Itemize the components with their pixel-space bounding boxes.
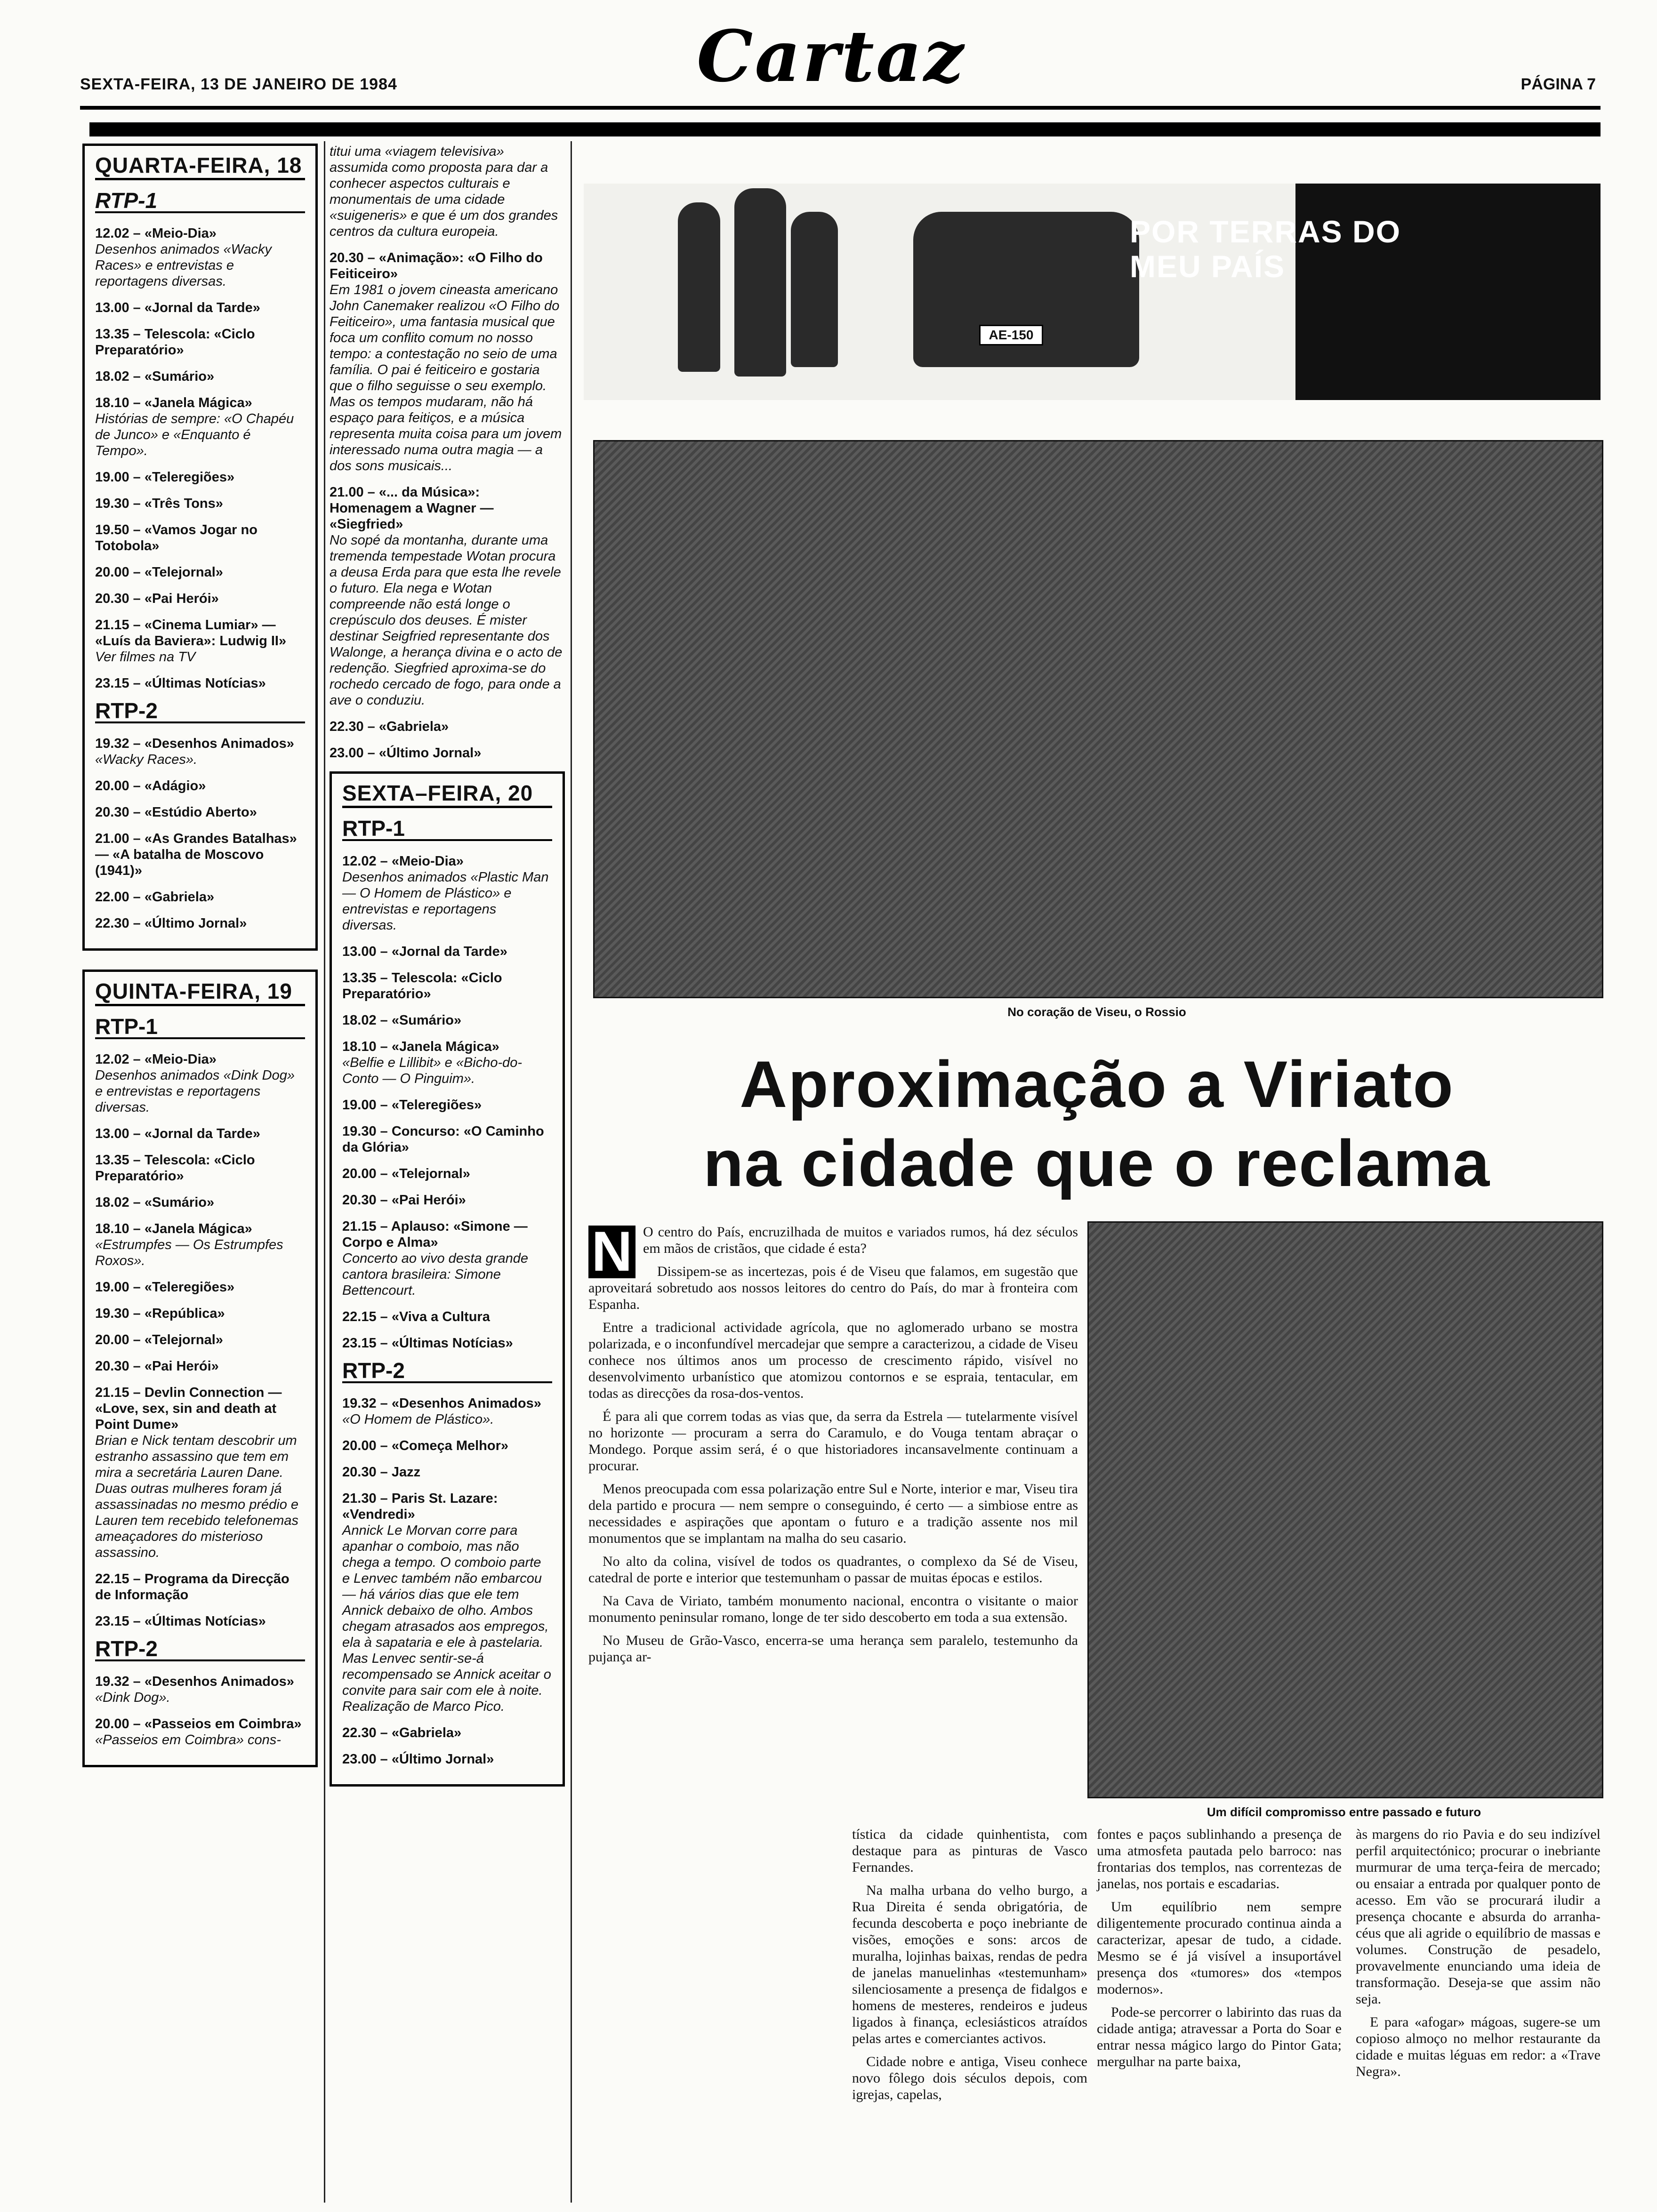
listing-entry	[95, 1221, 305, 1269]
listing-entry	[342, 1725, 552, 1741]
listing-entry	[95, 564, 305, 580]
header-bar	[89, 122, 1601, 136]
listing-entry	[95, 591, 305, 607]
listing-entry	[95, 804, 305, 820]
listing-time-title: 19.50 – «Vamos Jogar no Totobola»	[95, 522, 257, 553]
article-paragraph: às margens do rio Pavia e do seu indizível perfil arquitectónico; procurar o inebriante murmurar de uma terça-feira de mercado; ou ensaiar a entrada por qualquer ponto de acesso. Em vão se procurará iludir a presença chocante e absurda do arranha-céus que ali agride o equilíbrio de massas e volumes. Construção de pesadelo, provavelmente enunciando uma ideia de transformação. Deseja-se que assim não seja.	[1356, 1827, 1601, 2007]
listing-time-title: 23.15 – «Últimas Notícias»	[342, 1336, 513, 1351]
headline-line: na cidade que o reclama	[703, 1126, 1491, 1200]
day-heading: SEXTA–FEIRA, 20	[342, 780, 552, 808]
listing-time-title: 21.15 – «Cinema Lumiar» — «Luís da Baviera»: Ludwig II»	[95, 617, 287, 649]
article-paragraph: E para «afogar» mágoas, sugere-se um copioso almoço no melhor restaurante da cidade e muitas léguas em redor: a «Trave Negra».	[1356, 2014, 1601, 2079]
listing-entry	[95, 831, 305, 879]
listing-time-title: 18.02 – «Sumário»	[95, 369, 215, 384]
listing-time-title: 20.00 – «Telejornal»	[342, 1166, 470, 1181]
listing-time-title: 19.30 – «Três Tons»	[95, 496, 223, 511]
listing-group	[95, 1674, 305, 1748]
listing-time-title: 22.30 – «Gabriela»	[342, 1725, 462, 1740]
listing-time-title: 21.15 – Devlin Connection — «Love, sex, sin and death at Point Dume»	[95, 1385, 282, 1432]
listing-time-title: 19.30 – «República»	[95, 1306, 225, 1321]
listing-entry	[342, 1491, 552, 1715]
listing-time-title: 18.10 – «Janela Mágica»	[342, 1039, 499, 1054]
listing-entry	[330, 250, 565, 474]
article-text	[1097, 1826, 1342, 2070]
listing-entry	[342, 1192, 552, 1208]
column-divider	[324, 141, 325, 2203]
photo-caption: Um difícil compromisso entre passado e futuro	[1207, 1805, 1481, 1819]
photo-caption: No coração de Viseu, o Rossio	[1007, 1005, 1186, 1019]
listing-description: «Wacky Races».	[95, 752, 198, 767]
listing-time-title: 19.00 – «Teleregiões»	[95, 1280, 235, 1295]
listing-entry	[95, 675, 305, 691]
issue-date: SEXTA-FEIRA, 13 DE JANEIRO DE 1984	[80, 75, 397, 93]
listing-time-title: 20.00 – «Adágio»	[95, 778, 206, 793]
listing-time-title: 20.00 – «Telejornal»	[95, 1332, 223, 1347]
listing-continuation: titui uma «viagem televisiva» assumida como proposta para dar a conhecer aspectos culturais e monumentais de uma cidade «suigeneris» e que é um dos grandes centros da cultura europeia.	[330, 144, 558, 239]
listing-description: No sopé da montanha, durante uma tremenda tempestade Wotan procura a deusa Erda para que esta lhe revele o futuro. Ela nega e Wotan compreende não está longe o crepúsculo dos deuses. É mister destinar Seigfried representante dos Walonge, a herança divina e o acto de redenção. Siegfried aproxima-se do rochedo cercado de fogo, para onde a ave o conduziu.	[330, 533, 563, 708]
listing-time-title: 19.32 – «Desenhos Animados»	[342, 1396, 541, 1411]
listing-entry	[95, 496, 305, 512]
listing-entry	[342, 1218, 552, 1298]
listing-entry	[342, 944, 552, 960]
channel-heading: RTP-2	[95, 703, 305, 723]
listing-time-title: 22.15 – Programa da Direcção de Informação	[95, 1571, 290, 1603]
article-paragraph: Pode-se percorrer o labirinto das ruas da cidade antiga; atravessar a Porta do Soar e entrar nessa mágico largo do Pintor Gata; mergulhar na parte baixa,	[1097, 2004, 1342, 2069]
thursday-box	[82, 970, 318, 1767]
listing-description: «Estrumpfes — Os Estrumpfes Roxos».	[95, 1237, 283, 1268]
article-column-1	[588, 1220, 1078, 1672]
listing-entry	[95, 736, 305, 768]
listing-entry	[330, 719, 565, 735]
photo-viseu-square	[1087, 1221, 1603, 1798]
article-paragraph: Um equilíbrio nem sempre diligentemente procurado continua ainda a caracterizar, apesar de tudo, a cidade. Mesmo se é já visível a insuportável presença dos «tumores» dos «tempos modernos».	[1097, 1899, 1342, 1997]
listing-entry	[342, 1166, 552, 1182]
article-paragraph: No alto da colina, visível de todos os quadrantes, o complexo da Sé de Viseu, catedral de porte e interior que testemunham o passar de muitas épocas e estilos.	[588, 1554, 1078, 1586]
listing-entry	[95, 1716, 305, 1748]
listing-entry	[95, 326, 305, 358]
listing-entry	[95, 469, 305, 485]
listing-description: Concerto ao vivo desta grande cantora brasileira: Simone Bettencourt.	[342, 1251, 528, 1298]
listing-entry	[330, 484, 565, 708]
header-rule	[80, 106, 1601, 110]
channel-heading: RTP-1	[95, 192, 305, 213]
listing-description: «O Homem de Plástico».	[342, 1412, 494, 1427]
listing-entry	[342, 1464, 552, 1480]
listing-entry	[342, 853, 552, 933]
listing-time-title: 20.30 – «Pai Herói»	[95, 591, 219, 606]
listing-time-title: 20.30 – «Estúdio Aberto»	[95, 805, 257, 820]
article-text	[852, 1826, 1087, 2103]
listing-group	[342, 853, 552, 1351]
article-column-2	[852, 1826, 1087, 2109]
article-paragraph: É para ali que correm todas as vias que, da serra da Estrela — tutelarmente visível no horizonte — procuram a serra do Caramulo, e do Vouga tentam abraçar o Mondego. Porque assim será, é o que historiadores incansavelmente continuam a procurar.	[588, 1409, 1078, 1474]
listing-description: Annick Le Morvan corre para apanhar o comboio, mas não chega a tempo. O comboio parte e Lenvec também não embarcou — há vários dias que ele tem Annick debaixo de olho. Ambos chegam atrasados aos empregos, ela à sapataria e ele à pastelaria. Mas Lenvec sentir-se-á recompensado se Annick aceitar o convite para sair com ele à noite. Realização de Marco Pico.	[342, 1523, 551, 1714]
listing-entry	[95, 778, 305, 794]
article-paragraph: O centro do País, encruzilhada de muitos e variados rumos, há dez séculos em mãos de cristãos, que cidade é esta?	[643, 1224, 1078, 1256]
listing-description: Brian e Nick tentam descobrir um estranho assassino que tem em mira a secretária Lauren Dane. Duas outras mulheres foram já assassinadas no mesmo prédio e Lauren tem recebido telefonemas ameaçadores do misterioso assassino.	[95, 1433, 299, 1560]
listing-entry	[342, 1012, 552, 1028]
article-paragraph: tística da cidade quinhentista, com destaque para as pinturas de Vasco Fernandes.	[852, 1827, 1087, 1875]
listing-group	[342, 1395, 552, 1767]
page-number: PÁGINA 7	[1520, 75, 1596, 93]
listing-time-title: 13.35 – Telescola: «Ciclo Preparatório»	[342, 970, 502, 1002]
article-text	[1356, 1826, 1601, 2080]
article-paragraph: Na Cava de Viriato, também monumento nacional, encontra o visitante o maior monumento peninsular romano, longe de ter sido descoberto em toda a sua extensão.	[588, 1593, 1078, 1625]
article-text	[588, 1224, 1078, 1665]
illustration-figure	[791, 212, 838, 367]
listing-entry	[95, 1051, 305, 1115]
listing-time-title: 23.15 – «Últimas Notícias»	[95, 1614, 266, 1629]
listing-description: «Belfie e Lillibit» e «Bicho-do-Conto — O Pinguim».	[342, 1055, 523, 1086]
listing-description: Histórias de sempre: «O Chapéu de Junco» e «Enquanto é Tempo».	[95, 411, 294, 458]
listing-time-title: 20.30 – Jazz	[342, 1465, 421, 1480]
listing-entry	[95, 1306, 305, 1322]
listing-entry	[95, 522, 305, 554]
listing-time-title: 21.00 – «As Grandes Batalhas» — «A batalha de Moscovo (1941)»	[95, 831, 297, 878]
listing-time-title: 22.00 – «Gabriela»	[95, 890, 215, 905]
listing-time-title: 13.00 – «Jornal da Tarde»	[95, 1126, 260, 1141]
listing-description: «Passeios em Coimbra» cons-	[95, 1732, 281, 1747]
listing-time-title: 20.30 – «Pai Herói»	[95, 1359, 219, 1374]
listing-time-title: 21.00 – «... da Música»: Homenagem a Wagner — «Siegfried»	[330, 485, 494, 532]
listing-time-title: 21.15 – Aplauso: «Simone — Corpo e Alma»	[342, 1219, 528, 1250]
listing-group	[95, 1051, 305, 1629]
listing-entry	[95, 1332, 305, 1348]
listing-time-title: 19.32 – «Desenhos Animados»	[95, 736, 294, 751]
listing-time-title: 22.30 – «Gabriela»	[330, 719, 449, 734]
listing-entry	[95, 369, 305, 385]
listing-time-title: 23.00 – «Último Jornal»	[330, 745, 482, 761]
listing-entry	[342, 1751, 552, 1767]
listing-time-title: 12.02 – «Meio-Dia»	[342, 854, 464, 869]
listing-time-title: 18.10 – «Janela Mágica»	[95, 1221, 252, 1236]
listing-time-title: 20.30 – «Animação»: «O Filho do Feiticeiro»	[330, 250, 543, 281]
listing-group	[330, 250, 565, 761]
tv-listings-column-2	[330, 144, 565, 1787]
listing-entry	[342, 1395, 552, 1427]
listing-group	[95, 225, 305, 691]
listing-time-title: 19.00 – «Teleregiões»	[342, 1098, 482, 1113]
listing-time-title: 20.00 – «Começa Melhor»	[342, 1438, 509, 1453]
column-divider	[571, 141, 572, 2203]
listing-entry	[330, 745, 565, 761]
article-paragraph: No Museu de Grão-Vasco, encerra-se uma herança sem paralelo, testemunho da pujança ar-	[588, 1633, 1078, 1665]
listing-time-title: 12.02 – «Meio-Dia»	[95, 226, 217, 241]
listing-entry	[342, 1438, 552, 1454]
article-paragraph: Na malha urbana do velho burgo, a Rua Direita é senda obrigatória, de fecunda descoberta e poço inebriante de visões, emoções e sons: arcos de muralha, lojinhas baixas, rendas de pedra de janelas manuelinhas «testemunham» silenciosamente a presença de fidalgos e homens de mesteres, rendeiros e judeus ligados à finança, eclesiásticos atraídos pelas artes e comerciantes activos.	[852, 1883, 1087, 2046]
listing-group	[95, 736, 305, 931]
listing-entry	[95, 1674, 305, 1706]
listing-entry	[95, 395, 305, 459]
listing-time-title: 19.00 – «Teleregiões»	[95, 470, 235, 485]
day-heading: QUARTA-FEIRA, 18	[95, 152, 305, 180]
listing-entry	[342, 1123, 552, 1155]
section-kicker: POR TERRAS DO MEU PAÍS	[1130, 214, 1401, 284]
article-paragraph: Menos preocupada com essa polarização entre Sul e Norte, interior e mar, Viseu tira dela partido e procura — nem sempre o conseguindo, é certo — a simbiose entre as necessidades e aspirações que apontam o futuro e a tradição assente nos mil monumentos que se implantam na malha do seu casario.	[588, 1481, 1078, 1546]
listing-entry	[95, 1385, 305, 1561]
listing-description: Desenhos animados «Dink Dog» e entrevistas e reportagens diversas.	[95, 1068, 295, 1115]
article-paragraph: fontes e paços sublinhando a presença de uma atmosfeta pautada pelo barroco: nas frontarias dos templos, nas correntezas de janelas, nos portais e escadarias.	[1097, 1827, 1342, 1891]
listing-entry	[95, 1126, 305, 1142]
channel-heading: RTP-1	[342, 820, 552, 841]
friday-box	[330, 771, 565, 1787]
listing-entry	[95, 225, 305, 289]
drop-cap: N	[588, 1226, 635, 1278]
listing-time-title: 12.02 – «Meio-Dia»	[95, 1052, 217, 1067]
channel-heading: RTP-1	[95, 1018, 305, 1039]
article-paragraph: Dissipem-se as incertezas, pois é de Viseu que falamos, em sugestão que aproveitará sobretudo aos nossos leitores do centro do País, do mar à fronteira com Espanha.	[588, 1264, 1078, 1312]
listing-time-title: 23.15 – «Últimas Notícias»	[95, 676, 266, 691]
listing-time-title: 22.15 – «Viva a Cultura	[342, 1309, 490, 1324]
listing-time-title: 18.02 – «Sumário»	[342, 1013, 462, 1028]
listing-time-title: 13.35 – Telescola: «Ciclo Preparatório»	[95, 1153, 255, 1184]
listing-time-title: 20.30 – «Pai Herói»	[342, 1193, 466, 1208]
listing-entry	[342, 1039, 552, 1087]
listing-description: Desenhos animados «Plastic Man — O Homem de Plástico» e entrevistas e reportagens diversas.	[342, 870, 549, 933]
listing-entry	[342, 1097, 552, 1113]
listing-description: Em 1981 o jovem cineasta americano John Canemaker realizou «O Filho do Feiticeiro», uma fantasia musical que foca um conflito comum no nosso tempo: a contestação no seio de uma família. O pai é feiticeiro e gostaria que o filho seguisse o seu exemplo. Mas os tempos mudaram, não há espaço para feitiços, e a música representa muita coisa para um jovem interessado numa outra magia — a dos sons musicais...	[330, 282, 562, 473]
listing-entry	[95, 1279, 305, 1295]
listing-time-title: 23.00 – «Último Jornal»	[342, 1752, 494, 1767]
listing-entry	[342, 1309, 552, 1325]
article-paragraph: Entre a tradicional actividade agrícola, que no aglomerado urbano se mostra polarizada, e o inconfundível mercadejar que sempre a caracterizou, a cidade de Viseu conhece nos últimos anos um processo de crescimento rápido, visível no desenvolvimento urbanístico que atomizou contornos e se espraia, tentacular, em todas as direcções da rosa-dos-ventos.	[588, 1320, 1078, 1401]
wednesday-box	[82, 144, 318, 951]
listing-time-title: 13.00 – «Jornal da Tarde»	[342, 944, 507, 959]
listing-entry	[342, 970, 552, 1002]
listing-time-title: 13.00 – «Jornal da Tarde»	[95, 300, 260, 315]
article-column-4	[1356, 1826, 1601, 2086]
listing-time-title: 19.30 – Concurso: «O Caminho da Glória»	[342, 1124, 544, 1155]
headline-line: Aproximação a Viriato	[740, 1047, 1454, 1121]
listing-time-title: 13.35 – Telescola: «Ciclo Preparatório»	[95, 327, 255, 358]
listing-description: Ver filmes na TV	[95, 649, 196, 665]
article-paragraph: Cidade nobre e antiga, Viseu conhece novo fôlego dois séculos depois, com igrejas, capelas,	[852, 2054, 1087, 2102]
listing-entry	[95, 1152, 305, 1184]
listing-entry	[342, 1335, 552, 1351]
listing-entry	[95, 1613, 305, 1629]
illustration-figure	[678, 202, 720, 372]
listing-time-title: 22.30 – «Último Jornal»	[95, 916, 247, 931]
listing-entry	[95, 889, 305, 905]
tv-listings-column-1	[82, 144, 318, 1786]
listing-description: «Dink Dog».	[95, 1690, 170, 1705]
listing-entry	[95, 617, 305, 665]
listing-entry	[95, 915, 305, 931]
masthead-logo: Cartaz	[697, 15, 966, 98]
listing-time-title: 20.00 – «Passeios em Coimbra»	[95, 1716, 302, 1731]
article-column-3	[1097, 1826, 1342, 2076]
listing-entry	[95, 300, 305, 316]
listing-time-title: 18.02 – «Sumário»	[95, 1195, 215, 1210]
listing-time-title: 21.30 – Paris St. Lazare: «Vendredi»	[342, 1491, 498, 1522]
listing-time-title: 19.32 – «Desenhos Animados»	[95, 1674, 294, 1689]
listing-time-title: 18.10 – «Janela Mágica»	[95, 395, 252, 410]
listing-entry	[95, 1571, 305, 1603]
listing-entry	[95, 1358, 305, 1374]
listing-time-title: 20.00 – «Telejornal»	[95, 565, 223, 580]
illustration-figure	[734, 188, 786, 377]
license-plate: AE-150	[979, 325, 1043, 345]
listing-entry	[95, 1194, 305, 1210]
listing-description: Desenhos animados «Wacky Races» e entrevistas e reportagens diversas.	[95, 242, 272, 289]
channel-heading: RTP-2	[342, 1362, 552, 1383]
article-headline	[593, 1045, 1601, 1203]
day-heading: QUINTA-FEIRA, 19	[95, 978, 305, 1006]
photo-rossio	[593, 440, 1603, 998]
channel-heading: RTP-2	[95, 1641, 305, 1661]
